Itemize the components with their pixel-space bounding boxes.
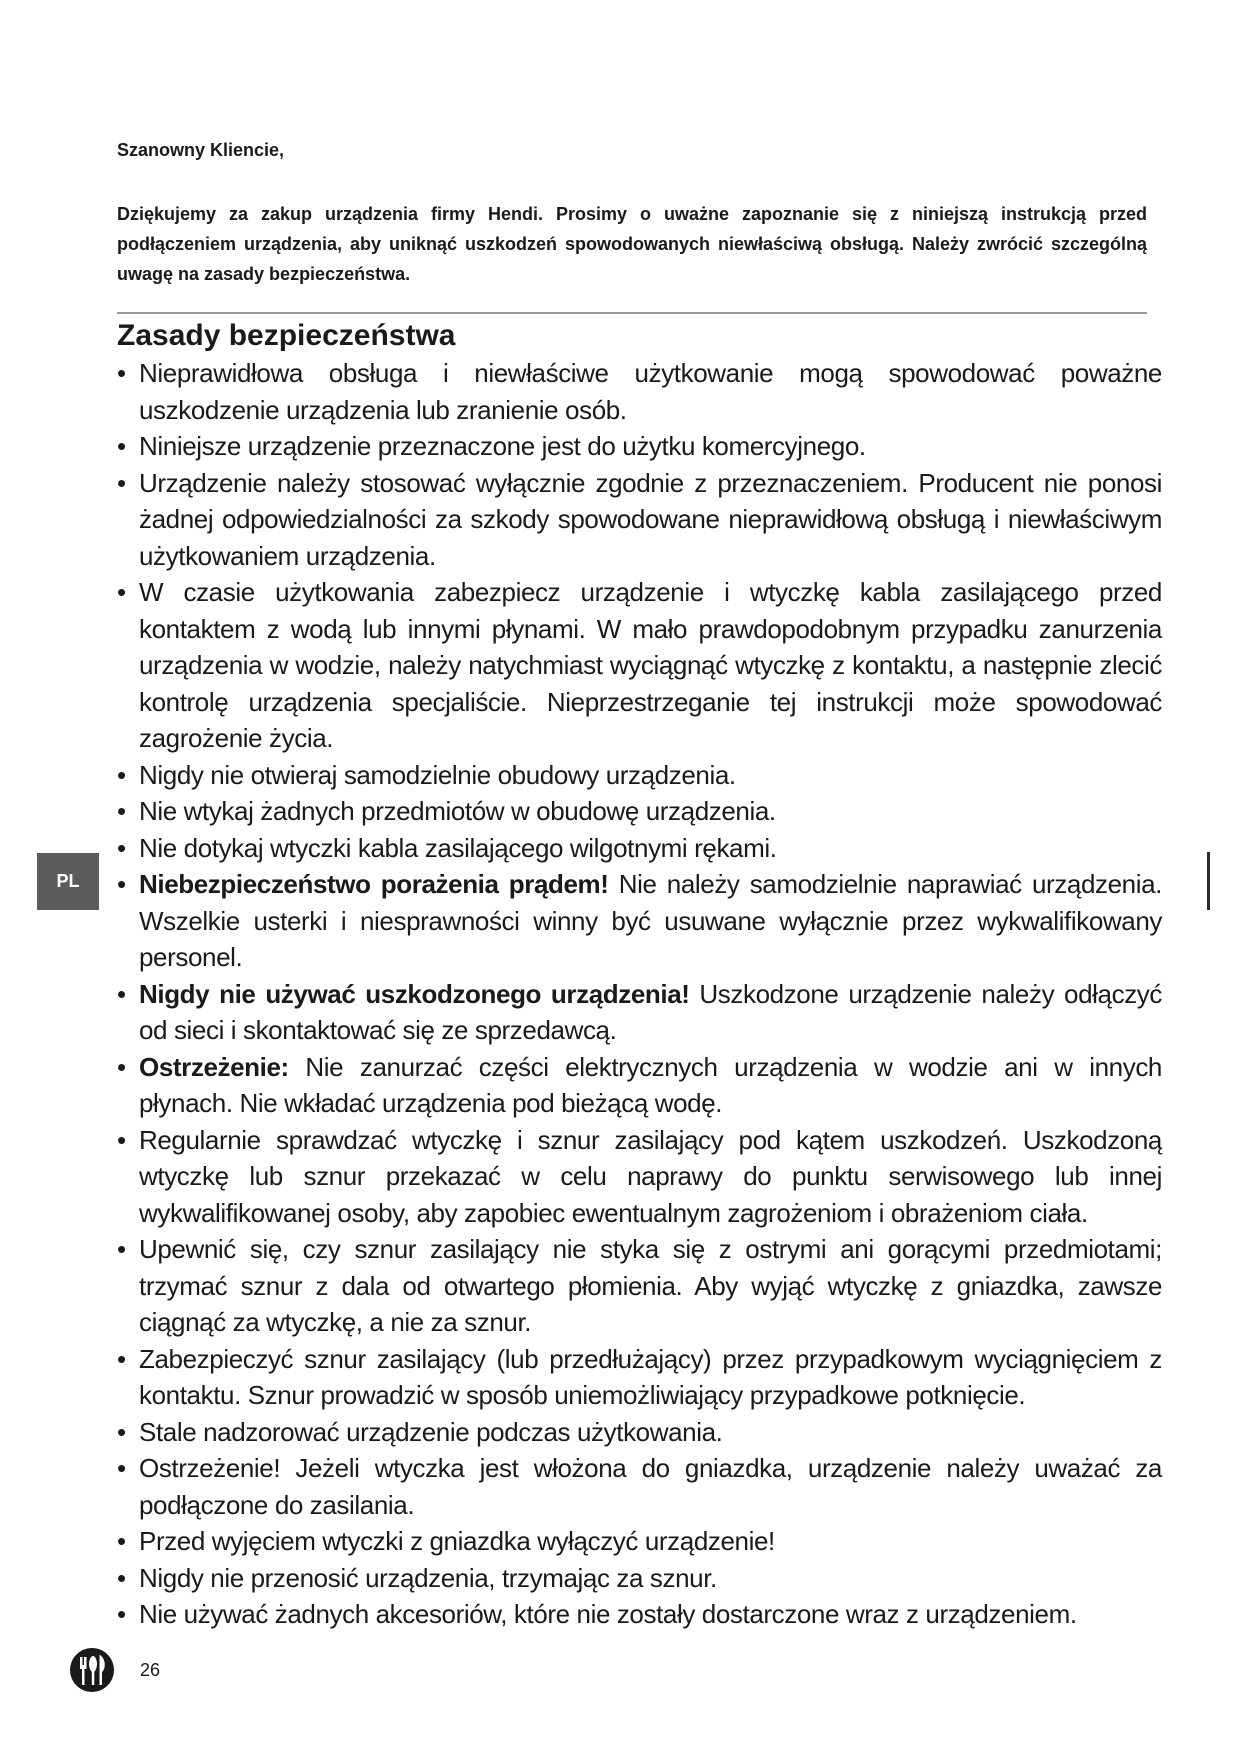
list-item: • Nieprawidłowa obsługa i niewłaściwe użytkowanie mogą spowodować poważne uszkodzenie urządzenia lub zranienie osób. [117, 355, 1162, 428]
list-item: • Nigdy nie przenosić urządzenia, trzymając za sznur. [117, 1560, 1162, 1597]
intro-paragraph: Dziękujemy za zakup urządzenia firmy Hendi. Prosimy o uważne zapoznanie się z niniejszą instrukcją przed podłączeniem urządzenia, aby uniknąć uszkodzeń spowodowanych niewłaściwą obsługą. Należy zwrócić szczególną uwagę na zasady bezpieczeństwa. [117, 204, 1147, 284]
cutlery-logo-icon [69, 1647, 115, 1693]
list-item: • Nie dotykaj wtyczki kabla zasilającego wilgotnymi rękami. [117, 830, 1162, 867]
list-item: • Nie wtykaj żadnych przedmiotów w obudowę urządzenia. [117, 793, 1162, 830]
edge-marker [1207, 852, 1210, 910]
page-number: 26 [140, 1660, 161, 1680]
safety-list [117, 355, 1162, 1633]
list-item: • Stale nadzorować urządzenie podczas użytkowania. [117, 1414, 1162, 1451]
list-item: • Nigdy nie otwieraj samodzielnie obudowy urządzenia. [117, 757, 1162, 794]
list-item: • Urządzenie należy stosować wyłącznie zgodnie z przeznaczeniem. Producent nie ponosi żadnej odpowiedzialności za szkody spowodowane nieprawidłową obsługą i niewłaściwym użytkowaniem urządzenia. [117, 465, 1162, 575]
list-item: • Niniejsze urządzenie przeznaczone jest do użytku komercyjnego. [117, 428, 1162, 465]
section-title: Zasady bezpieczeństwa [117, 319, 456, 352]
list-item: • Regularnie sprawdzać wtyczkę i sznur zasilający pod kątem uszkodzeń. Uszkodzoną wtyczkę lub sznur przekazać w celu naprawy do punktu serwisowego lub innej wykwalifikowanej osoby, aby zapobiec ewentualnym zagrożeniom i obrażeniom ciała. [117, 1122, 1162, 1232]
greeting: Szanowny Kliencie, [117, 140, 285, 160]
list-item: • Nie używać żadnych akcesoriów, które nie zostały dostarczone wraz z urządzeniem. [117, 1596, 1162, 1633]
list-item: • Ostrzeżenie: Nie zanurzać części elektrycznych urządzenia w wodzie ani w innych płynach. Nie wkładać urządzenia pod bieżącą wodę. [117, 1049, 1162, 1122]
list-item: • Przed wyjęciem wtyczki z gniazdka wyłączyć urządzenie! [117, 1523, 1162, 1560]
divider [117, 312, 1147, 314]
list-item: • Niebezpieczeństwo porażenia prądem! Nie należy samodzielnie naprawiać urządzenia. Wszelkie usterki i niesprawności winny być usuwane wyłącznie przez wykwalifikowany personel. [117, 866, 1162, 976]
list-item: • Nigdy nie używać uszkodzonego urządzenia! Uszkodzone urządzenie należy odłączyć od sieci i skontaktować się ze sprzedawcą. [117, 976, 1162, 1049]
language-tab: PL [37, 853, 99, 910]
list-item: • W czasie użytkowania zabezpiecz urządzenie i wtyczkę kabla zasilającego przed kontaktem z wodą lub innymi płynami. W mało prawdopodobnym przypadku zanurzenia urządzenia w wodzie, należy natychmiast wyciągnąć wtyczkę z kontaktu, a następnie zlecić kontrolę urządzenia specjaliście. Nieprzestrzeganie tej instrukcji może spowodować zagrożenie życia. [117, 574, 1162, 757]
list-item: • Zabezpieczyć sznur zasilający (lub przedłużający) przez przypadkowym wyciągnięciem z kontaktu. Sznur prowadzić w sposób uniemożliwiający przypadkowe potknięcie. [117, 1341, 1162, 1414]
list-item: • Upewnić się, czy sznur zasilający nie styka się z ostrymi ani gorącymi przedmiotami; trzymać sznur z dala od otwartego płomienia. Aby wyjąć wtyczkę z gniazdka, zawsze ciągnąć za wtyczkę, a nie za sznur. [117, 1231, 1162, 1341]
list-item: • Ostrzeżenie! Jeżeli wtyczka jest włożona do gniazdka, urządzenie należy uważać za podłączone do zasilania. [117, 1450, 1162, 1523]
